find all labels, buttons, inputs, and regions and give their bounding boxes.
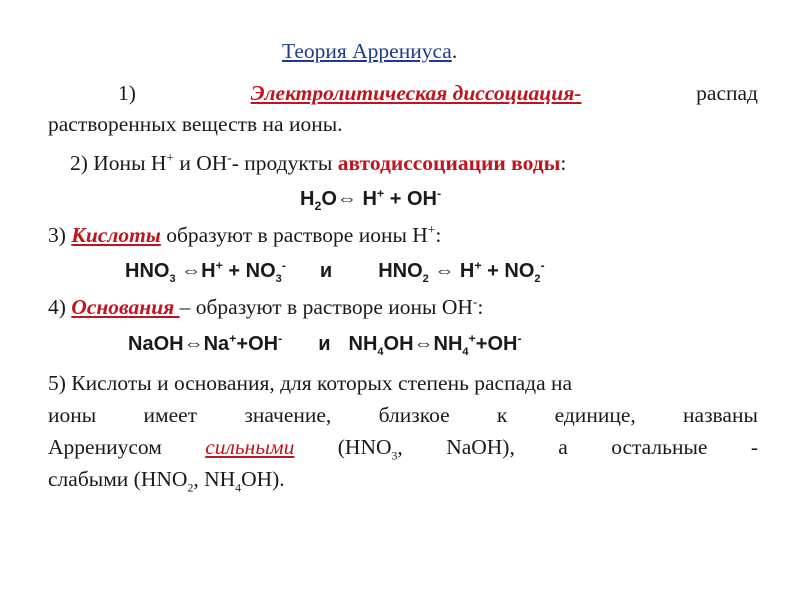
item5-line2: ионы имеет значение, близкое к единице, названы <box>48 403 758 427</box>
item1-word: распад <box>696 81 758 105</box>
title-text: Теория Аррениуса <box>282 39 452 63</box>
item1-line1 <box>118 80 758 106</box>
item1-term: Электролитическая диссоциация- <box>250 81 582 105</box>
item4: 4) Основания – образуют в растворе ионы ОН-: <box>48 293 484 319</box>
item2-term: автодиссоциации воды <box>337 151 561 175</box>
item3-term: Кислоты <box>71 223 161 247</box>
item5-term: сильными <box>205 435 295 459</box>
equation-bases: NaOH⇔Na++OH- и $NH_4OH\Leftrightarrow NH_4^++OH^-$ <box>128 331 522 358</box>
item5-line1: 5) Кислоты и основания, для которых степень распада на <box>48 371 573 395</box>
item1-number: 1) <box>118 81 136 105</box>
item5-line3: Аррениусом сильными ($HNO_3$, NaOH), а остальные - <box>48 435 758 463</box>
slide-title <box>282 38 457 64</box>
equation-water: $H_2O\Leftrightarrow$ H+ + OH- <box>300 186 442 213</box>
item3: 3) Кислоты образуют в растворе ионы Н+: <box>48 221 442 247</box>
item2: 2) Ионы Н+ и ОН-- продукты автодиссоциации воды: <box>70 149 567 175</box>
item1-line2: растворенных веществ на ионы. <box>48 112 343 136</box>
item4-term: Основания <box>71 295 180 319</box>
title-period: . <box>451 39 458 63</box>
equation-acids: $HNO_3$ ⇔H+ + $NO_3^-$ и $HNO_2$ ⇔ $H^+ + NO_2^-$ <box>125 258 545 285</box>
item5-line4: слабыми ($HNO_2$, $NH_4OH$). <box>48 467 285 495</box>
